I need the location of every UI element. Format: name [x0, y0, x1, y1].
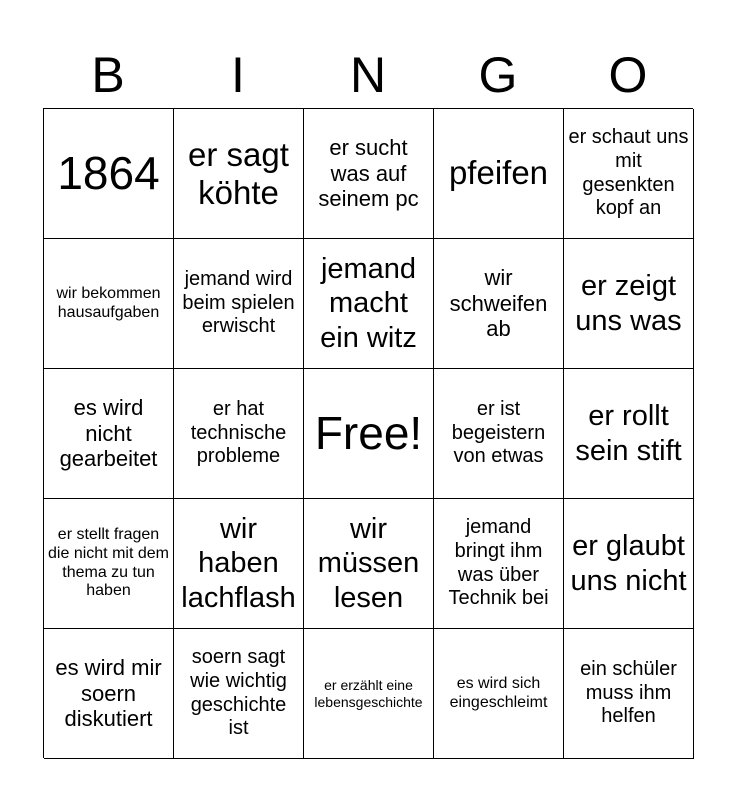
- bingo-cell-r4-c2[interactable]: wir haben lachflash: [174, 499, 304, 629]
- bingo-cell-r5-c5[interactable]: ein schüler muss ihm helfen: [564, 629, 694, 759]
- header-letter-o: O: [608, 47, 648, 103]
- bingo-cell-r5-c1[interactable]: es wird mir soern diskutiert: [44, 629, 174, 759]
- bingo-cell-r4-c4[interactable]: jemand bringt ihm was über Technik bei: [434, 499, 564, 629]
- bingo-cell-r1-c1[interactable]: 1864: [44, 109, 174, 239]
- bingo-cell-r1-c5[interactable]: er schaut uns mit gesenkten kopf an: [564, 109, 694, 239]
- bingo-cell-r2-c3[interactable]: jemand macht ein witz: [304, 239, 434, 369]
- bingo-cell-r4-c3[interactable]: wir müssen lesen: [304, 499, 434, 629]
- bingo-cell-r5-c3[interactable]: er erzählt eine lebensgeschichte: [304, 629, 434, 759]
- bingo-cell-r5-c2[interactable]: soern sagt wie wichtig geschichte ist: [174, 629, 304, 759]
- bingo-cell-r2-c5[interactable]: er zeigt uns was: [564, 239, 694, 369]
- bingo-cell-r3-c1[interactable]: es wird nicht gearbeitet: [44, 369, 174, 499]
- bingo-cell-r1-c3[interactable]: er sucht was auf seinem pc: [304, 109, 434, 239]
- bingo-card-grid: [43, 108, 693, 758]
- bingo-cell-r3-c4[interactable]: er ist begeistern von etwas: [434, 369, 564, 499]
- bingo-cell-free-space[interactable]: Free!: [304, 369, 434, 499]
- bingo-cell-r1-c4[interactable]: pfeifen: [434, 109, 564, 239]
- header-letter-n: N: [349, 47, 387, 103]
- bingo-cell-r2-c1[interactable]: wir bekommen hausaufgaben: [44, 239, 174, 369]
- header-letter-i: I: [231, 47, 245, 103]
- bingo-cell-r2-c4[interactable]: wir schweifen ab: [434, 239, 564, 369]
- header-letter-g: G: [478, 47, 518, 103]
- bingo-cell-r2-c2[interactable]: jemand wird beim spielen erwischt: [174, 239, 304, 369]
- bingo-cell-r3-c2[interactable]: er hat technische probleme: [174, 369, 304, 499]
- header-letter-b: B: [91, 47, 125, 103]
- bingo-cell-r3-c5[interactable]: er rollt sein stift: [564, 369, 694, 499]
- bingo-cell-r4-c5[interactable]: er glaubt uns nicht: [564, 499, 694, 629]
- bingo-cell-r1-c2[interactable]: er sagt köhte: [174, 109, 304, 239]
- bingo-cell-r5-c4[interactable]: es wird sich eingeschleimt: [434, 629, 564, 759]
- bingo-cell-r4-c1[interactable]: er stellt fragen die nicht mit dem thema zu tun haben: [44, 499, 174, 629]
- bingo-header: [43, 44, 693, 106]
